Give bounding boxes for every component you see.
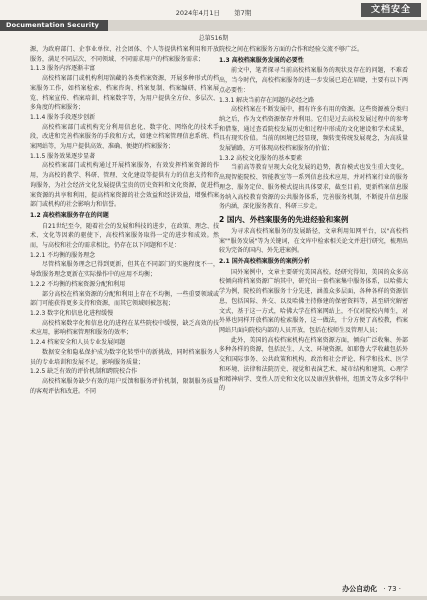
journal-name: 办公自动化	[342, 585, 378, 593]
sub-subsection-heading: 1.2.1 不均衡的服务理念	[30, 251, 96, 259]
paragraph: 部分高校在档案资源的分配和利用上存在不均衡，一些重要领域或部门可能获得更多支持和资源，而其它领域则被忽视；	[30, 290, 219, 308]
paragraph: 高校档案服务缺少有效的用户反馈和服务评价机制，限制服务质量的客观评估和改进。不同	[30, 377, 219, 395]
paragraph: 高校档案部门或机构利用馆藏的各类档案资源，开展多种形式的档案服务工作，如档案检索、档案咨询、档案复制、档案编研、档案展览、档案宣传、档案培训、档案数字等，为用户提供全方位、多层次、多角度的档案服务；	[30, 75, 219, 112]
sub-subsection-heading: 1.3.2 高校文化服务的基本要素	[219, 154, 303, 162]
sub-subsection-heading: 1.1.5 服务效果逐步显著	[30, 152, 96, 160]
subsection-heading: 2.1 国外高校档案服务的案例分析	[219, 258, 310, 266]
sub-subsection-heading: 1.2.2 不均衡的档案资源分配和利用	[30, 280, 126, 288]
left-column	[30, 45, 219, 396]
paragraph: 国外案例中，文章主要研究美国高校。经研究得知，美国的众多高校倾向将档案资源广纳其中，研究出一套档案集中服务体系，以哈佛大学为例，院校的档案服务十分先进，涵盖众多层面，各种各样的资源信息，包括国际、外交、以及哈佛主持修建的保密资料等，甚至研究解密文式，基于这一方式，哈佛大学在档案网站上，不仅对院校内师生，对外界也同样开放档案的检索服务，这一做法，十分方便了高校教，档案网站只面向院校内部的人员开放，包括在校师生及管理人员；	[219, 268, 408, 334]
paragraph: 高校档案部门或机构充分利用信息化、数字化、网络化的技术手段，改进和完善档案服务的手段和方式，如建立档案管理信息系统、档案网站等，为用户提供高效、准确、便捷的档案服务；	[30, 123, 219, 151]
section-title: 文档安全	[361, 3, 421, 17]
page-footer	[342, 584, 401, 594]
band-label: Documentation Security	[6, 21, 100, 29]
sub-subsection-heading: 1.2.4 档案安全和人员专业发展问题	[30, 339, 126, 347]
paragraph: 高校档案在不断发展中，拥有许多有用的资源。这些资源被分类归纳之后，作为文档资源保存并利用。它们是过去高校发展过程中的参考和借鉴，通过查看院校发展历史和过程中形成的文化建设和学术成果，具有现实价值。当前的困境已经显现，频转变传统发展观念，为高质量发展铺路，方可体现高校档案服务的价值；	[219, 106, 408, 153]
publication-date: 2024年4月1日	[175, 9, 221, 17]
paragraph: 高校档案数字化和信息化的进程在某些院校中缓慢，缺乏高效的技术应用，影响档案管理和服务的效率；	[30, 319, 219, 337]
sub-subsection-heading: 1.1.3 服务内容逐渐丰富	[30, 65, 96, 73]
paragraph: 高校档案部门或机构通过开展档案服务，有效发挥档案资源的作用，为高校的教学、科研、管理、文化建设等提供有力的信息支持和咨询服务，为社会经济文化发展提供宝贵的历史资料和文化资源，促进档案资源的共享和利用，提高档案资源的社会效益和经济效益，增强档案部门或机构的社会影响力和信誉。	[30, 162, 219, 209]
paragraph: 此外，美国的高校档案机构在档案资源方面，倾向广泛收集、外部多种各样的资源，包括民生、人文、环境资源。如耶鲁大学收藏包括外交和国际事务、公共政策和机构、政治和社会评论、科学和技术、医学和环境、法律和法院历史、视觉和表演艺术、城市结构和建筑、心理学和精神病学、变性人历史和文化以及康涅狄格州，纽黑文等众多学科中的	[219, 336, 408, 393]
issue-number: 第7期	[234, 9, 252, 17]
paragraph: 前文中，笔者探寻当前高校档案服务的现状及存在的问题，不难看出，当今时代，高校档案服务的进一步发展已迫在眉睫，主要有以下两点必要性：	[219, 67, 408, 94]
total-issue: 总第516期	[198, 35, 229, 42]
page-number: · 73 ·	[383, 585, 401, 593]
sub-subsection-heading: 1.2.3 数字化和信息化进程缓慢	[30, 309, 114, 317]
paragraph: 自21世纪至今，随着社会的发展和科技的进步，在政策、理念、技术、文化等因素的驱使下，高校档案服务取得一定的进步和成效。然而，与高校和社会的需求相比，仍存在以下问题和不足：	[30, 222, 219, 250]
sub-subsection-heading: 1.1.4 服务手段逐步创新	[30, 113, 96, 121]
bottom-band	[0, 596, 427, 600]
paragraph: 当前高等教育呈现大众化发展的趋势，教育模式也发生重大变化，出现智能院校、智能教室等一系列信息技术应用，并对档案行业的服务理念、服务定位、服务模式提出具体要求，截至目前，更新档案信息服务纳入高校教育资源的公共服务体系，完善服务机制，不断提升信息服务内涵，深化服务教育、科研三步走。	[219, 164, 408, 211]
sub-subsection-heading: 1.3.1 解决当前存在问题的必经之路	[219, 96, 315, 104]
sub-subsection-heading: 1.2.5 缺乏有效的评价机制和跨院校合作	[30, 368, 138, 376]
paragraph: 尽管档案服务理念已得到更新，但其在不同部门的实施程度不一，导致服务理念更新在实际操作中的应用不均衡；	[30, 261, 219, 279]
right-column	[219, 45, 408, 394]
paragraph: 源，为政府部门、企事业单位、社会团体、个人等提供档案利用和开放服务，满足不同层次、不同领域、不同需求用户的档案服务需求；	[30, 46, 219, 63]
paragraph: 院校之间在档案服务方面的合作和经验交流不够广泛。	[219, 46, 364, 53]
subsection-heading: 1.3 高校档案服务发展的必要性	[219, 56, 304, 64]
subsection-heading: 1.2 高校档案服务存在的问题	[30, 211, 109, 219]
section-heading: 2 国内、外档案服务的先进经验和案例	[219, 214, 349, 224]
paragraph: 数据安全和隐私保护成为数字化转型中的新挑战，同时档案服务人员的专业培训和发展不足，影响服务质量；	[30, 348, 219, 366]
paragraph: 为寻求高校档案服务的发展路径，文章利用知网平台，以"高校档案""服务发展"等为关键词，在文库中检索相关论文并进行研究，梳理出较为完备的国内、外先进案例。	[219, 227, 408, 255]
